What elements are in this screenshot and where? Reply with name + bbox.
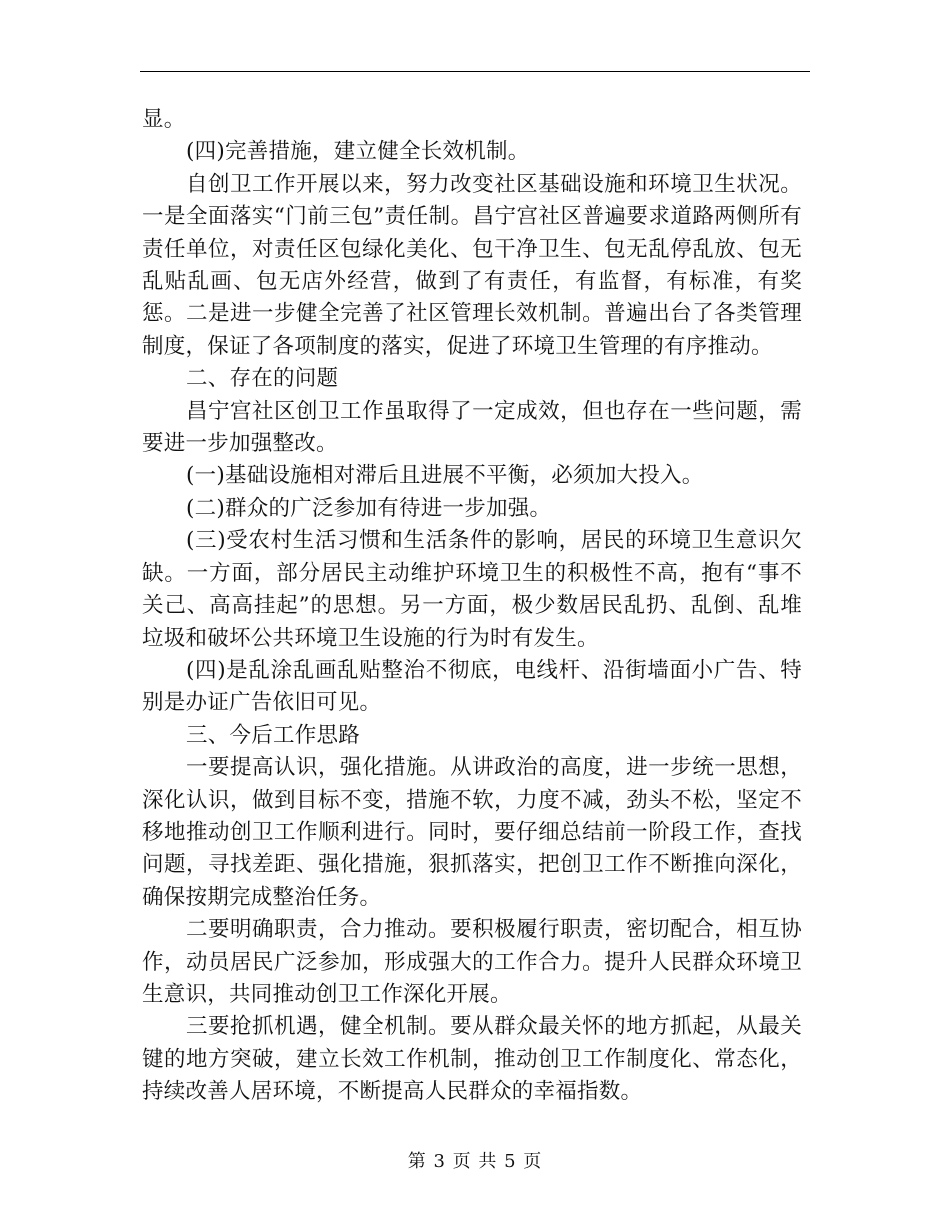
paragraph-work-since-launch: 自创卫工作开展以来，努力改变社区基础设施和环境卫生状况。一是全面落实“门前三包”责任制。昌宁宫社区普遍要求道路两侧所有责任单位，对责任区包绿化美化、包干净卫生、包无乱停乱放、包无乱贴乱画、包无店外经营，做到了有责任，有监督，有标准，有奖惩。二是进一步健全完善了社区管理长效机制。普遍出台了各类管理制度，保证了各项制度的落实，促进了环境卫生管理的有序推动。 xyxy=(142,171,802,359)
problem-item-1: (一)基础设施相对滞后且进展不平衡，必须加大投入。 xyxy=(186,463,704,489)
subheading-improve-measures: (四)完善措施，建立健全长效机制。 xyxy=(186,139,530,165)
section-heading-future-work: 三、今后工作思路 xyxy=(186,722,361,748)
future-work-item-2: 二要明确职责，合力推动。要积极履行职责，密切配合，相互协作，动员居民广泛参加，形成强大的工作合力。提升人民群众环境卫生意识，共同推动创卫工作深化开展。 xyxy=(142,917,802,1007)
problem-item-3: (三)受农村生活习惯和生活条件的影响，居民的环境卫生意识欠缺。一方面，部分居民主动维护环境卫生的积极性不高，抱有“事不关己、高高挂起”的思想。另一方面，极少数居民乱扔、乱倒、乱堆垃圾和破坏公共环境卫生设施的行为时有发生。 xyxy=(142,528,802,651)
header-rule xyxy=(140,71,810,72)
document-body xyxy=(142,104,802,1109)
page-number-footer: 第 3 页 共 5 页 xyxy=(407,1151,543,1172)
problem-item-4: (四)是乱涂乱画乱贴整治不彻底，电线杆、沿街墙面小广告、特别是办证广告依旧可见。 xyxy=(142,657,802,716)
problem-item-2: (二)群众的广泛参加有待进一步加强。 xyxy=(186,495,552,521)
paragraph-continuation: 显。 xyxy=(142,107,186,132)
future-work-item-3: 三要抢抓机遇，健全机制。要从群众最关怀的地方抓起，从最关键的地方突破，建立长效工作机制，推动创卫工作制度化、常态化，持续改善人居环境，不断提高人民群众的幸福指数。 xyxy=(142,1014,802,1105)
future-work-item-1: 一要提高认识，强化措施。从讲政治的高度，进一步统一思想，深化认识，做到目标不变，措施不软，力度不减，劲头不松，坚定不移地推动创卫工作顺利进行。同时，要仔细总结前一阶段工作，查找问题，寻找差距、强化措施，狠抓落实，把创卫工作不断推向深化，确保按期完成整治任务。 xyxy=(142,755,802,910)
paragraph-problems-intro: 昌宁宫社区创卫工作虽取得了一定成效，但也存在一些问题，需要进一步加强整改。 xyxy=(142,398,802,457)
section-heading-problems: 二、存在的问题 xyxy=(186,366,339,392)
